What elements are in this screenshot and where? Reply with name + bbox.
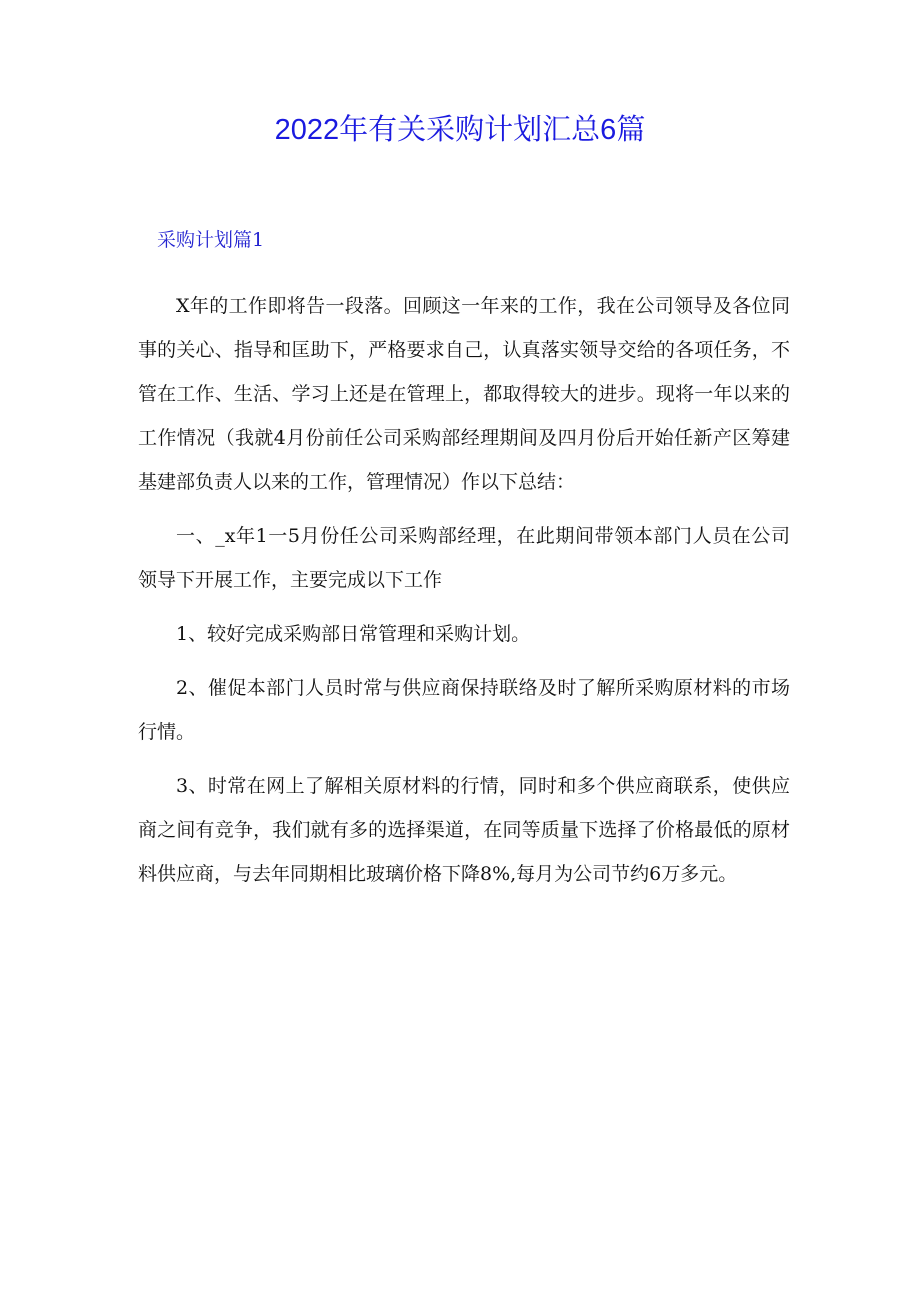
paragraph-item-3: 3、时常在网上了解相关原材料的行情，同时和多个供应商联系，使供应商之间有竞争，我们就有多的选择渠道，在同等质量下选择了价格最低的原材料供应商，与去年同期相比玻璃价格下降8%,每月为公司节约6万多元。 [138,775,790,885]
document-title: 2022年有关采购计划汇总6篇 [274,114,646,146]
paragraph-item-2: 2、催促本部门人员时常与供应商保持联络及时了解所采购原材料的市场行情。 [138,677,790,743]
paragraph-part-one: 一、_x年1一5月份任公司采购部经理，在此期间带领本部门人员在公司领导下开展工作，主要完成以下工作 [138,525,790,591]
document-body [138,284,790,906]
paragraph-intro: X年的工作即将告一段落。回顾这一年来的工作，我在公司领导及各位同事的关心、指导和匡助下，严格要求自己，认真落实领导交给的各项任务，不管在工作、生活、学习上还是在管理上，都取得较大的进步。现将一年以来的工作情况（我就4月份前任公司采购部经理期间及四月份后开始任新产区筹建基建部负责人以来的工作，管理情况）作以下总结： [138,295,790,493]
section-heading: 采购计划篇1 [157,229,265,251]
paragraph-item-1: 1、较好完成采购部日常管理和采购计划。 [176,623,531,645]
